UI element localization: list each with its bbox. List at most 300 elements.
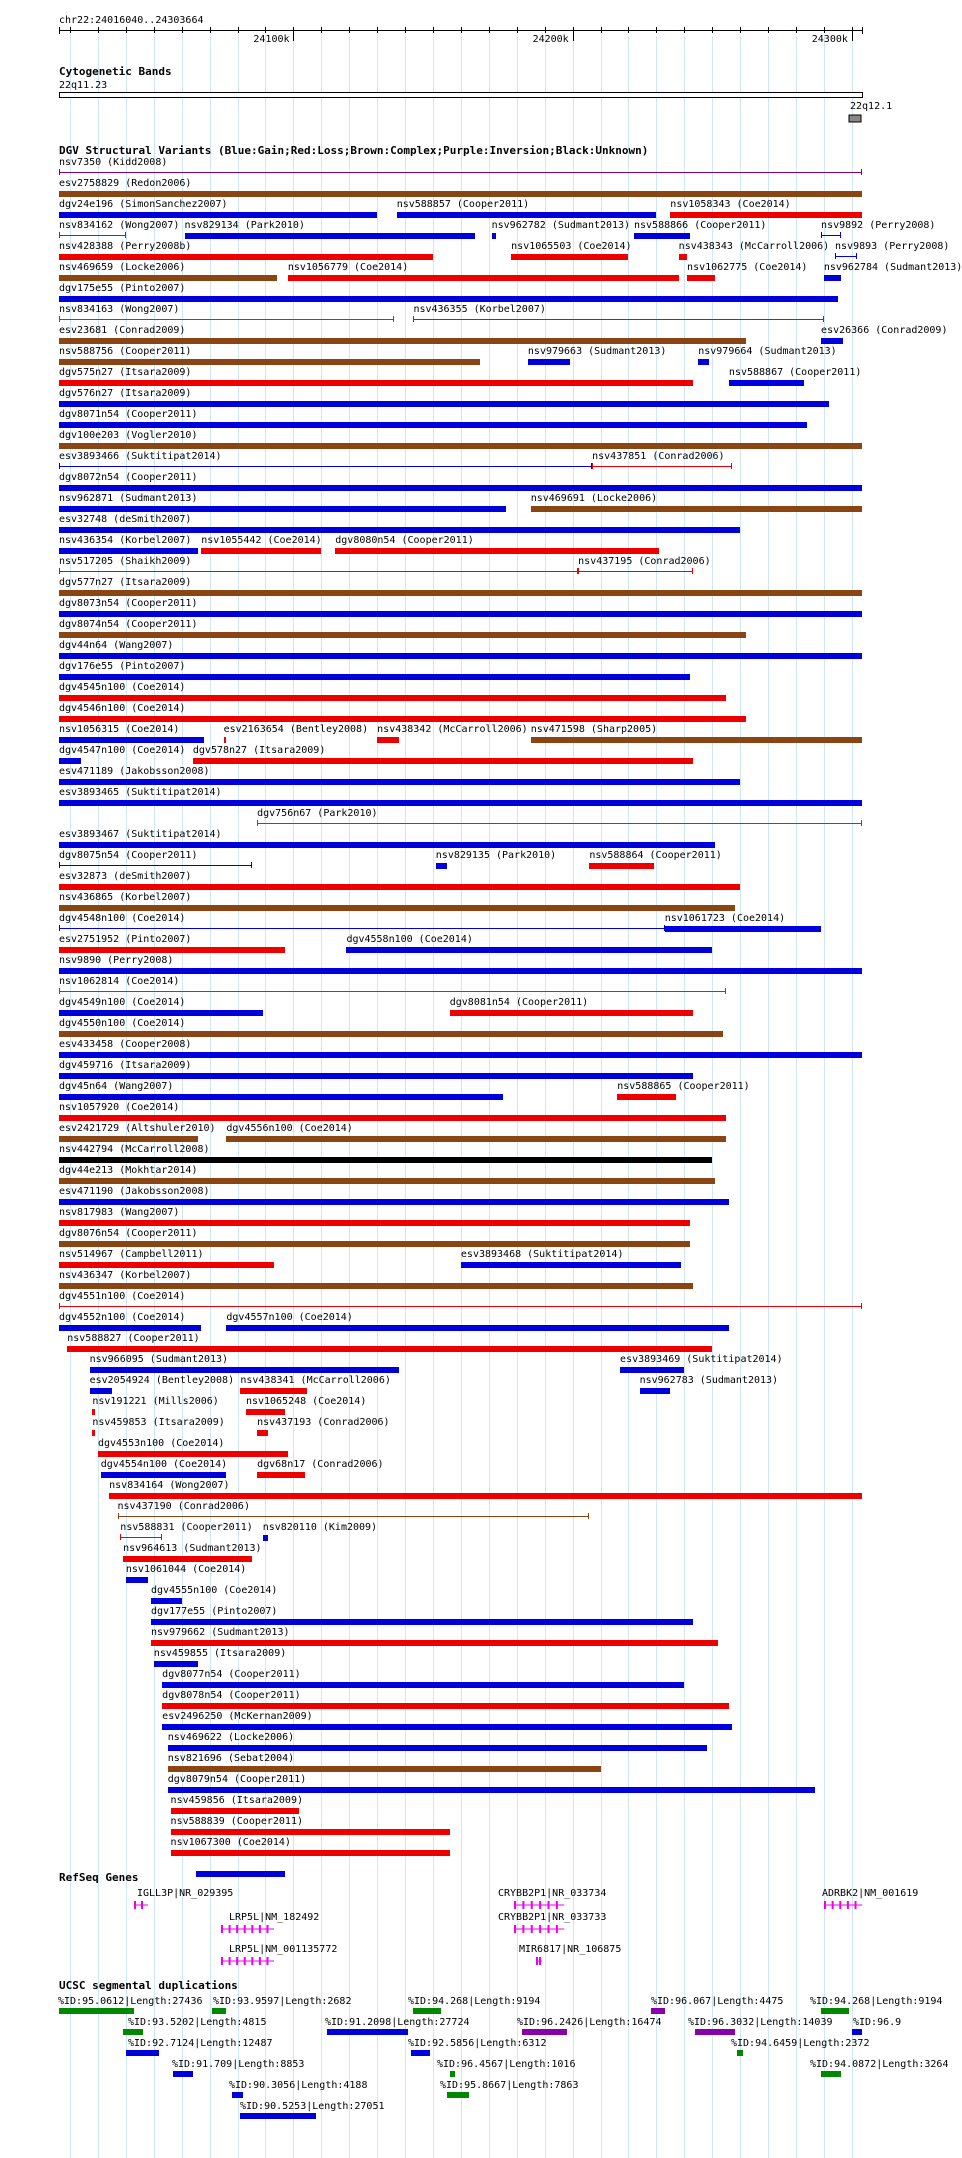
sv-label[interactable]: nsv979662 (Sudmant2013)	[151, 1627, 290, 1638]
sv-label[interactable]: nsv962783 (Sudmant2013)	[639, 1375, 779, 1386]
sv-label[interactable]: nsv438343 (McCarroll2006)	[678, 241, 830, 252]
sv-feature-bar[interactable]	[59, 1073, 693, 1079]
sv-label[interactable]: dgv4551n100 (Coe2014)	[59, 1291, 186, 1302]
sv-feature-bar[interactable]	[59, 319, 394, 320]
sv-label[interactable]: esv3893466 (Suktitipat2014)	[59, 451, 222, 462]
sv-label[interactable]: nsv834164 (Wong2007)	[109, 1480, 230, 1491]
segdup-bar[interactable]	[522, 2029, 567, 2035]
cytoband-track[interactable]	[0, 90, 893, 130]
sv-feature-bar[interactable]	[59, 1241, 690, 1247]
sv-label[interactable]: dgv8075n54 (Cooper2011)	[59, 850, 198, 861]
sv-feature-bar[interactable]	[151, 1598, 182, 1604]
sv-label[interactable]: nsv588857 (Cooper2011)	[396, 199, 530, 210]
sv-feature-bar[interactable]	[397, 212, 657, 218]
sv-feature-bar[interactable]	[288, 275, 679, 281]
sv-label[interactable]: nsv7350 (Kidd2008)	[59, 157, 168, 168]
sv-feature-bar[interactable]	[201, 548, 321, 554]
sv-label[interactable]: nsv437193 (Conrad2006)	[257, 1417, 390, 1428]
sv-feature-bar[interactable]	[59, 254, 433, 260]
sv-feature-bar[interactable]	[59, 800, 862, 806]
sv-label[interactable]: nsv428388 (Perry2008b)	[59, 241, 192, 252]
segdup-label[interactable]: %ID:95.8667|Length:7863	[440, 2080, 579, 2091]
sv-feature-bar[interactable]	[59, 359, 480, 365]
segdup-label[interactable]: %ID:95.0612|Length:27436	[58, 1996, 203, 2007]
sv-feature-bar[interactable]	[193, 758, 693, 764]
sv-label[interactable]: nsv1056779 (Coe2014)	[287, 262, 409, 273]
sv-feature-bar[interactable]	[98, 1451, 288, 1457]
sv-feature-bar[interactable]	[59, 191, 862, 197]
gene-model[interactable]	[219, 1924, 276, 1934]
sv-feature-bar[interactable]	[226, 1136, 726, 1142]
sv-label[interactable]: dgv4552n100 (Coe2014)	[59, 1312, 186, 1323]
gene-label[interactable]: LRP5L|NM_001135772	[229, 1944, 338, 1955]
gene-label[interactable]: LRP5L|NM_182492	[229, 1912, 320, 1923]
coordinate-ruler[interactable]	[0, 27, 890, 49]
sv-label[interactable]: dgv575n27 (Itsara2009)	[59, 367, 192, 378]
sv-label[interactable]: nsv962782 (Sudmant2013)	[491, 220, 631, 231]
sv-label[interactable]: nsv966095 (Sudmant2013)	[89, 1354, 229, 1365]
sv-label[interactable]: nsv459856 (Itsara2009)	[170, 1795, 303, 1806]
sv-label[interactable]: nsv469622 (Locke2006)	[167, 1732, 295, 1743]
sv-label[interactable]: dgv8076n54 (Cooper2011)	[59, 1228, 198, 1239]
sv-feature-bar[interactable]	[109, 1493, 862, 1499]
sv-label[interactable]: esv471190 (Jakobsson2008)	[59, 1186, 210, 1197]
sv-label[interactable]: dgv8074n54 (Cooper2011)	[59, 619, 198, 630]
sv-feature-bar[interactable]	[67, 1346, 712, 1352]
sv-label[interactable]: dgv4553n100 (Coe2014)	[97, 1438, 225, 1449]
segdup-label[interactable]: %ID:93.9597|Length:2682	[213, 1996, 352, 2007]
sv-label[interactable]: nsv588867 (Cooper2011)	[728, 367, 862, 378]
sv-feature-bar[interactable]	[101, 1472, 227, 1478]
sv-feature-bar[interactable]	[59, 674, 690, 680]
gene-model[interactable]	[512, 1900, 566, 1910]
sv-feature-bar[interactable]	[90, 1388, 112, 1394]
gene-model[interactable]	[822, 1900, 864, 1910]
sv-label[interactable]: dgv175e55 (Pinto2007)	[59, 283, 186, 294]
segdup-bar[interactable]	[450, 2071, 456, 2077]
sv-feature-bar[interactable]	[224, 737, 227, 743]
sv-feature-bar[interactable]	[257, 1472, 304, 1478]
sv-label[interactable]: dgv24e196 (SimonSanchez2007)	[59, 199, 228, 210]
segdup-bar[interactable]	[447, 2092, 469, 2098]
segdup-label[interactable]: %ID:90.5253|Length:27051	[240, 2101, 385, 2112]
sv-feature-bar[interactable]	[59, 653, 862, 659]
segdup-bar[interactable]	[126, 2050, 160, 2056]
sv-feature-bar[interactable]	[59, 905, 735, 911]
sv-label[interactable]: nsv979664 (Sudmant2013)	[698, 346, 837, 357]
sv-label[interactable]: nsv1067300 (Coe2014)	[170, 1837, 291, 1848]
sv-feature-bar[interactable]	[687, 275, 715, 281]
sv-feature-bar[interactable]	[59, 1031, 723, 1037]
sv-feature-bar[interactable]	[59, 884, 740, 890]
segdup-bar[interactable]	[123, 2029, 143, 2035]
sv-label[interactable]: esv2163654 (Bentley2008)	[223, 724, 369, 735]
sv-feature-bar[interactable]	[59, 527, 740, 533]
sv-feature-bar[interactable]	[92, 1430, 95, 1436]
sv-feature-bar[interactable]	[185, 233, 475, 239]
segdup-label[interactable]: %ID:96.2426|Length:16474	[517, 2017, 662, 2028]
segdup-bar[interactable]	[651, 2008, 665, 2014]
sv-label[interactable]: nsv588839 (Cooper2011)	[170, 1816, 303, 1827]
sv-label[interactable]: nsv469659 (Locke2006)	[59, 262, 186, 273]
sv-feature-bar[interactable]	[171, 1829, 450, 1835]
sv-feature-bar[interactable]	[59, 947, 285, 953]
sv-feature-bar[interactable]	[59, 779, 740, 785]
sv-feature-bar[interactable]	[59, 506, 506, 512]
sv-label[interactable]: dgv4549n100 (Coe2014)	[59, 997, 186, 1008]
sv-label[interactable]: nsv1065248 (Coe2014)	[245, 1396, 367, 1407]
sv-feature-bar[interactable]	[162, 1682, 684, 1688]
sv-label[interactable]: dgv4547n100 (Coe2014)	[59, 745, 186, 756]
sv-feature-bar[interactable]	[59, 716, 746, 722]
sv-label[interactable]: nsv437195 (Conrad2006)	[578, 556, 711, 567]
sv-label[interactable]: nsv829135 (Park2010)	[435, 850, 557, 861]
gene-label[interactable]: MIR6817|NR_106875	[519, 1944, 622, 1955]
sv-label[interactable]: dgv4550n100 (Coe2014)	[59, 1018, 186, 1029]
sv-feature-bar[interactable]	[835, 256, 857, 257]
sv-label[interactable]: nsv962871 (Sudmant2013)	[59, 493, 198, 504]
sv-label[interactable]: nsv437190 (Conrad2006)	[117, 1501, 250, 1512]
sv-feature-bar[interactable]	[59, 485, 862, 491]
sv-label[interactable]: nsv817983 (Wang2007)	[59, 1207, 180, 1218]
sv-feature-bar[interactable]	[59, 1178, 715, 1184]
sv-label[interactable]: esv2758829 (Redon2006)	[59, 178, 192, 189]
sv-label[interactable]: nsv588866 (Cooper2011)	[634, 220, 767, 231]
sv-label[interactable]: nsv1056315 (Coe2014)	[59, 724, 180, 735]
sv-label[interactable]: dgv68n17 (Conrad2006)	[257, 1459, 384, 1470]
sv-feature-bar[interactable]	[335, 548, 659, 554]
sv-label[interactable]: nsv588865 (Cooper2011)	[617, 1081, 750, 1092]
sv-feature-bar[interactable]	[59, 611, 862, 617]
sv-label[interactable]: esv433458 (Cooper2008)	[59, 1039, 192, 1050]
sv-feature-bar[interactable]	[589, 863, 653, 869]
sv-feature-bar[interactable]	[59, 842, 715, 848]
sv-label[interactable]: nsv821696 (Sebat2004)	[167, 1753, 295, 1764]
segdup-label[interactable]: %ID:96.067|Length:4475	[651, 1996, 784, 2007]
sv-label[interactable]: nsv964613 (Sudmant2013)	[123, 1543, 262, 1554]
sv-feature-bar[interactable]	[670, 212, 862, 218]
sv-label[interactable]: nsv459853 (Itsara2009)	[92, 1417, 225, 1428]
sv-feature-bar[interactable]	[59, 1010, 263, 1016]
sv-feature-bar[interactable]	[346, 947, 712, 953]
sv-label[interactable]: dgv4545n100 (Coe2014)	[59, 682, 186, 693]
sv-feature-bar[interactable]	[59, 737, 204, 743]
sv-label[interactable]: dgv577n27 (Itsara2009)	[59, 577, 192, 588]
sv-label[interactable]: dgv8081n54 (Cooper2011)	[449, 997, 589, 1008]
sv-feature-bar[interactable]	[59, 1115, 726, 1121]
sv-feature-bar[interactable]	[59, 865, 252, 866]
segdup-bar[interactable]	[232, 2092, 243, 2098]
sv-feature-bar[interactable]	[413, 319, 823, 320]
sv-feature-bar[interactable]	[59, 968, 862, 974]
sv-label[interactable]: nsv834163 (Wong2007)	[59, 304, 180, 315]
sv-label[interactable]: nsv588756 (Cooper2011)	[59, 346, 192, 357]
sv-feature-bar[interactable]	[59, 1306, 862, 1307]
sv-feature-bar[interactable]	[698, 359, 709, 365]
segdup-bar[interactable]	[821, 2008, 849, 2014]
sv-label[interactable]: nsv1065503 (Coe2014)	[511, 241, 632, 252]
sv-label[interactable]: nsv459855 (Itsara2009)	[153, 1648, 287, 1659]
sv-feature-bar[interactable]	[729, 380, 804, 386]
segdup-label[interactable]: %ID:94.268|Length:9194	[408, 1996, 541, 2007]
segdup-bar[interactable]	[413, 2008, 441, 2014]
gene-model[interactable]	[534, 1956, 544, 1966]
sv-feature-bar[interactable]	[511, 254, 628, 260]
sv-feature-bar[interactable]	[90, 1367, 400, 1373]
sv-feature-bar[interactable]	[617, 1094, 676, 1100]
sv-label[interactable]: dgv8079n54 (Cooper2011)	[167, 1774, 307, 1785]
sv-label[interactable]: dgv4558n100 (Coe2014)	[346, 934, 473, 945]
sv-feature-bar[interactable]	[59, 758, 81, 764]
sv-feature-bar[interactable]	[450, 1010, 693, 1016]
sv-label[interactable]: dgv8072n54 (Cooper2011)	[59, 472, 198, 483]
sv-feature-bar[interactable]	[59, 296, 838, 302]
segdup-label[interactable]: %ID:91.2098|Length:27724	[325, 2017, 470, 2028]
sv-feature-bar[interactable]	[59, 1052, 862, 1058]
sv-feature-bar[interactable]	[123, 1556, 251, 1562]
sv-feature-bar[interactable]	[154, 1661, 199, 1667]
sv-feature-bar[interactable]	[59, 1283, 693, 1289]
sv-feature-bar[interactable]	[59, 443, 862, 449]
sv-label[interactable]: nsv436354 (Korbel2007)	[59, 535, 192, 546]
sv-feature-bar[interactable]	[59, 1157, 712, 1163]
sv-label[interactable]: dgv177e55 (Pinto2007)	[151, 1606, 278, 1617]
segdup-bar[interactable]	[852, 2029, 862, 2035]
sv-feature-bar[interactable]	[821, 235, 841, 236]
sv-label[interactable]: nsv1062814 (Coe2014)	[59, 976, 180, 987]
sv-feature-bar[interactable]	[59, 695, 726, 701]
sv-feature-bar[interactable]	[59, 235, 126, 236]
sv-label[interactable]: dgv44n64 (Wang2007)	[59, 640, 174, 651]
sv-label[interactable]: dgv176e55 (Pinto2007)	[59, 661, 186, 672]
sv-label[interactable]: nsv962784 (Sudmant2013)	[823, 262, 962, 273]
segdup-bar[interactable]	[695, 2029, 734, 2035]
sv-feature-bar[interactable]	[634, 233, 690, 239]
sv-feature-bar[interactable]	[59, 1094, 503, 1100]
segdup-bar[interactable]	[240, 2113, 315, 2119]
segdup-label[interactable]: %ID:94.268|Length:9194	[810, 1996, 943, 2007]
sv-feature-bar[interactable]	[263, 1535, 269, 1541]
sv-label[interactable]: nsv1058343 (Coe2014)	[670, 199, 791, 210]
sv-feature-bar[interactable]	[578, 571, 692, 572]
sv-feature-bar[interactable]	[436, 863, 447, 869]
sv-feature-bar[interactable]	[59, 1136, 198, 1142]
segdup-label[interactable]: %ID:93.5202|Length:4815	[128, 2017, 267, 2028]
sv-feature-bar[interactable]	[620, 1367, 684, 1373]
sv-feature-bar[interactable]	[59, 571, 578, 572]
sv-label[interactable]: nsv588864 (Cooper2011)	[589, 850, 722, 861]
sv-label[interactable]: esv3893467 (Suktitipat2014)	[59, 829, 222, 840]
sv-label[interactable]: esv23681 (Conrad2009)	[59, 325, 186, 336]
sv-label[interactable]: esv2054924 (Bentley2008)	[89, 1375, 235, 1386]
sv-feature-bar[interactable]	[59, 928, 665, 929]
sv-feature-bar[interactable]	[528, 359, 570, 365]
segdup-bar[interactable]	[173, 2071, 193, 2077]
sv-feature-bar[interactable]	[59, 466, 592, 467]
sv-feature-bar[interactable]	[640, 1388, 671, 1394]
segdup-label[interactable]: %ID:92.5856|Length:6312	[408, 2038, 547, 2049]
segdup-bar[interactable]	[737, 2050, 743, 2056]
sv-label[interactable]: dgv100e203 (Vogler2010)	[59, 430, 198, 441]
sv-label[interactable]: nsv1057920 (Coe2014)	[59, 1102, 180, 1113]
sv-feature-bar[interactable]	[59, 275, 277, 281]
segdup-bar[interactable]	[212, 2008, 226, 2014]
sv-label[interactable]: nsv442794 (McCarroll2008)	[59, 1144, 210, 1155]
sv-label[interactable]: nsv588827 (Cooper2011)	[67, 1333, 200, 1344]
sv-label[interactable]: nsv517205 (Shaikh2009)	[59, 556, 192, 567]
sv-label[interactable]: esv471189 (Jakobsson2008)	[59, 766, 210, 777]
gene-model[interactable]	[219, 1956, 276, 1966]
sv-feature-bar[interactable]	[821, 338, 843, 344]
sv-label[interactable]: dgv4557n100 (Coe2014)	[226, 1312, 353, 1323]
sv-label[interactable]: dgv4548n100 (Coe2014)	[59, 913, 186, 924]
sv-feature-bar[interactable]	[246, 1409, 285, 1415]
gene-model[interactable]	[512, 1924, 566, 1934]
sv-label[interactable]: nsv469691 (Locke2006)	[530, 493, 658, 504]
gene-model[interactable]	[132, 1900, 150, 1910]
sv-label[interactable]: dgv8078n54 (Cooper2011)	[162, 1690, 301, 1701]
sv-feature-bar[interactable]	[168, 1787, 816, 1793]
sv-feature-bar[interactable]	[679, 254, 687, 260]
sv-feature-bar[interactable]	[59, 172, 862, 173]
segdup-label[interactable]: %ID:94.6459|Length:2372	[731, 2038, 870, 2049]
sv-label[interactable]: nsv1062775 (Coe2014)	[687, 262, 808, 273]
sv-feature-bar[interactable]	[151, 1619, 693, 1625]
sv-label[interactable]: esv3893469 (Suktitipat2014)	[620, 1354, 783, 1365]
sv-label[interactable]: nsv588831 (Cooper2011)	[120, 1522, 253, 1533]
sv-feature-bar[interactable]	[59, 1262, 274, 1268]
segdup-label[interactable]: %ID:96.3032|Length:14039	[688, 2017, 833, 2028]
sv-feature-bar[interactable]	[118, 1516, 590, 1517]
sv-feature-bar[interactable]	[126, 1577, 148, 1583]
sv-feature-bar[interactable]	[162, 1724, 732, 1730]
sv-label[interactable]: nsv9892 (Perry2008)	[821, 220, 936, 231]
sv-label[interactable]: nsv436355 (Korbel2007)	[413, 304, 546, 315]
sv-label[interactable]: dgv4555n100 (Coe2014)	[151, 1585, 278, 1596]
gene-label[interactable]: ADRBK2|NM_001619	[822, 1888, 919, 1899]
segdup-label[interactable]: %ID:92.7124|Length:12487	[128, 2038, 273, 2049]
sv-feature-bar[interactable]	[240, 1388, 307, 1394]
sv-label[interactable]: dgv4554n100 (Coe2014)	[100, 1459, 228, 1470]
sv-label[interactable]: nsv514967 (Campbell2011)	[59, 1249, 204, 1260]
sv-label[interactable]: dgv8071n54 (Cooper2011)	[59, 409, 198, 420]
sv-feature-bar[interactable]	[592, 466, 732, 467]
sv-feature-bar[interactable]	[59, 1220, 690, 1226]
sv-label[interactable]: dgv578n27 (Itsara2009)	[192, 745, 326, 756]
sv-feature-bar[interactable]	[59, 590, 862, 596]
sv-feature-bar[interactable]	[59, 422, 807, 428]
sv-feature-bar[interactable]	[531, 737, 862, 743]
sv-feature-bar[interactable]	[168, 1745, 707, 1751]
sv-label[interactable]: nsv979663 (Sudmant2013)	[527, 346, 667, 357]
sv-feature-bar[interactable]	[120, 1537, 162, 1538]
sv-label[interactable]: dgv44e213 (Mokhtar2014)	[59, 1165, 198, 1176]
sv-feature-bar[interactable]	[171, 1850, 450, 1856]
sv-feature-bar[interactable]	[59, 991, 726, 992]
sv-label[interactable]: nsv829134 (Park2010)	[184, 220, 305, 231]
sv-feature-bar[interactable]	[59, 212, 377, 218]
sv-feature-bar[interactable]	[92, 1409, 95, 1415]
segdup-label[interactable]: %ID:94.0872|Length:3264	[810, 2059, 949, 2070]
sv-feature-bar[interactable]	[226, 1325, 729, 1331]
segdup-label[interactable]: %ID:96.9	[853, 2017, 902, 2028]
sv-label[interactable]: nsv820110 (Kim2009)	[262, 1522, 378, 1533]
sv-label[interactable]: esv32873 (deSmith2007)	[59, 871, 192, 882]
segdup-label[interactable]: %ID:96.4567|Length:1016	[437, 2059, 576, 2070]
sv-label[interactable]: dgv4556n100 (Coe2014)	[226, 1123, 353, 1134]
sv-feature-bar[interactable]	[162, 1703, 729, 1709]
sv-label[interactable]: esv3893468 (Suktitipat2014)	[460, 1249, 624, 1260]
sv-label[interactable]: nsv191221 (Mills2006)	[92, 1396, 219, 1407]
sv-label[interactable]: nsv471598 (Sharp2005)	[530, 724, 658, 735]
sv-label[interactable]: dgv8073n54 (Cooper2011)	[59, 598, 198, 609]
sv-label[interactable]: dgv576n27 (Itsara2009)	[59, 388, 192, 399]
sv-feature-bar[interactable]	[59, 380, 693, 386]
sv-feature-bar[interactable]	[59, 1199, 729, 1205]
sv-label[interactable]: esv2421729 (Altshuler2010)	[59, 1123, 216, 1134]
sv-label[interactable]: dgv459716 (Itsara2009)	[59, 1060, 192, 1071]
segdup-bar[interactable]	[821, 2071, 841, 2077]
sv-label[interactable]: dgv8080n54 (Cooper2011)	[335, 535, 474, 546]
sv-feature-bar[interactable]	[59, 338, 746, 344]
sv-label[interactable]: dgv45n64 (Wang2007)	[59, 1081, 174, 1092]
sv-label[interactable]: esv26366 (Conrad2009)	[821, 325, 948, 336]
sv-feature-bar[interactable]	[59, 548, 198, 554]
sv-label[interactable]: nsv9890 (Perry2008)	[59, 955, 174, 966]
sv-label[interactable]: nsv438342 (McCarroll2006)	[377, 724, 528, 735]
sv-feature-bar[interactable]	[492, 233, 496, 239]
sv-feature-bar[interactable]	[461, 1262, 682, 1268]
sv-label[interactable]: nsv436347 (Korbel2007)	[59, 1270, 192, 1281]
sv-label[interactable]: esv2496250 (McKernan2009)	[162, 1711, 313, 1722]
sv-feature-bar[interactable]	[257, 823, 862, 824]
gene-label[interactable]: CRYBB2P1|NR_033733	[498, 1912, 607, 1923]
sv-label[interactable]: esv2751952 (Pinto2007)	[59, 934, 192, 945]
sv-feature-bar[interactable]	[257, 1430, 268, 1436]
sv-label[interactable]: dgv756n67 (Park2010)	[257, 808, 378, 819]
sv-label[interactable]: nsv436865 (Korbel2007)	[59, 892, 192, 903]
sv-feature-bar[interactable]	[151, 1640, 718, 1646]
sv-label[interactable]: nsv1061044 (Coe2014)	[125, 1564, 247, 1575]
sv-label[interactable]: nsv1055442 (Coe2014)	[201, 535, 322, 546]
sv-label[interactable]: esv32748 (deSmith2007)	[59, 514, 192, 525]
sv-label[interactable]: dgv4546n100 (Coe2014)	[59, 703, 186, 714]
sv-label[interactable]: dgv8077n54 (Cooper2011)	[162, 1669, 301, 1680]
sv-feature-bar[interactable]	[377, 737, 399, 743]
segdup-bar[interactable]	[411, 2050, 431, 2056]
gene-label[interactable]: IGLL3P|NR_029395	[137, 1888, 234, 1899]
sv-feature-bar[interactable]	[824, 275, 841, 281]
sv-label[interactable]: nsv834162 (Wong2007)	[59, 220, 180, 231]
sv-feature-bar[interactable]	[196, 1871, 285, 1877]
sv-feature-bar[interactable]	[59, 401, 829, 407]
sv-label[interactable]: nsv9893 (Perry2008)	[835, 241, 950, 252]
segdup-label[interactable]: %ID:90.3056|Length:4188	[229, 2080, 368, 2091]
sv-label[interactable]: nsv438341 (McCarroll2006)	[240, 1375, 391, 1386]
sv-feature-bar[interactable]	[531, 506, 862, 512]
sv-label[interactable]: nsv1061723 (Coe2014)	[664, 913, 786, 924]
sv-feature-bar[interactable]	[665, 926, 821, 932]
sv-feature-bar[interactable]	[59, 1325, 201, 1331]
sv-feature-bar[interactable]	[171, 1808, 299, 1814]
segdup-label[interactable]: %ID:91.709|Length:8853	[172, 2059, 305, 2070]
sv-label[interactable]: esv3893465 (Suktitipat2014)	[59, 787, 222, 798]
segdup-bar[interactable]	[327, 2029, 408, 2035]
sv-feature-bar[interactable]	[168, 1766, 601, 1772]
segdup-bar[interactable]	[59, 2008, 134, 2014]
gene-label[interactable]: CRYBB2P1|NR_033734	[498, 1888, 607, 1899]
sv-feature-bar[interactable]	[59, 632, 746, 638]
